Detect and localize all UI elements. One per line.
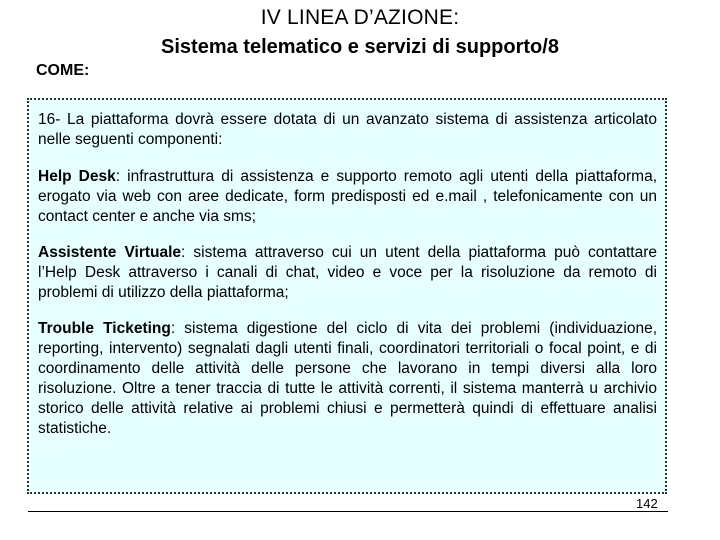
page-number: 142 [636, 496, 658, 511]
assistente-virtuale-term: Assistente Virtuale [38, 244, 182, 261]
trouble-ticketing-term: Trouble Ticketing [38, 320, 171, 337]
content-box [27, 98, 667, 494]
help-desk-text: : infrastruttura di assistenza e supporto remoto agli utenti della piattaforma, erogato via web con aree dedicate, form predisposti ed e.mail , telefonicamente con un contact center e anche via sms; [38, 168, 657, 225]
trouble-ticketing-text: : sistema digestione del ciclo di vita dei problemi (individuazione, reporting, intervento) segnalati dagli utenti finali, coordinatori territoriali o focal point, e di coordinamento delle attività delle persone che lavorano in tempi diversi alla loro risoluzione. Oltre a tener traccia di tutte le attività correnti, il sistema manterrà u archivio storico delle attività relative ai problemi chiusi e permetterà quindi di effettuare analisi statistiche. [38, 320, 657, 437]
intro-paragraph: 16- La piattaforma dovrà essere dotata di un avanzato sistema di assistenza articolato nelle seguenti componenti: [38, 111, 657, 148]
help-desk-term: Help Desk [38, 168, 116, 185]
title-line-1: IV LINEA D’AZIONE: [260, 6, 460, 29]
footer-divider [28, 511, 668, 512]
assistente-virtuale-paragraph [38, 243, 657, 303]
assistente-virtuale-text: : sistema attraverso cui un utent della piattaforma può contattare l’Help Desk attraverso i canali di chat, video e voce per la risoluzione da remoto di problemi di utilizzo della piattaforma; [38, 244, 657, 301]
help-desk-paragraph [38, 167, 657, 227]
come-label: COME: [36, 62, 90, 79]
trouble-ticketing-paragraph [38, 319, 657, 439]
title-line-2: Sistema telematico e servizi di supporto/8 [161, 36, 559, 58]
